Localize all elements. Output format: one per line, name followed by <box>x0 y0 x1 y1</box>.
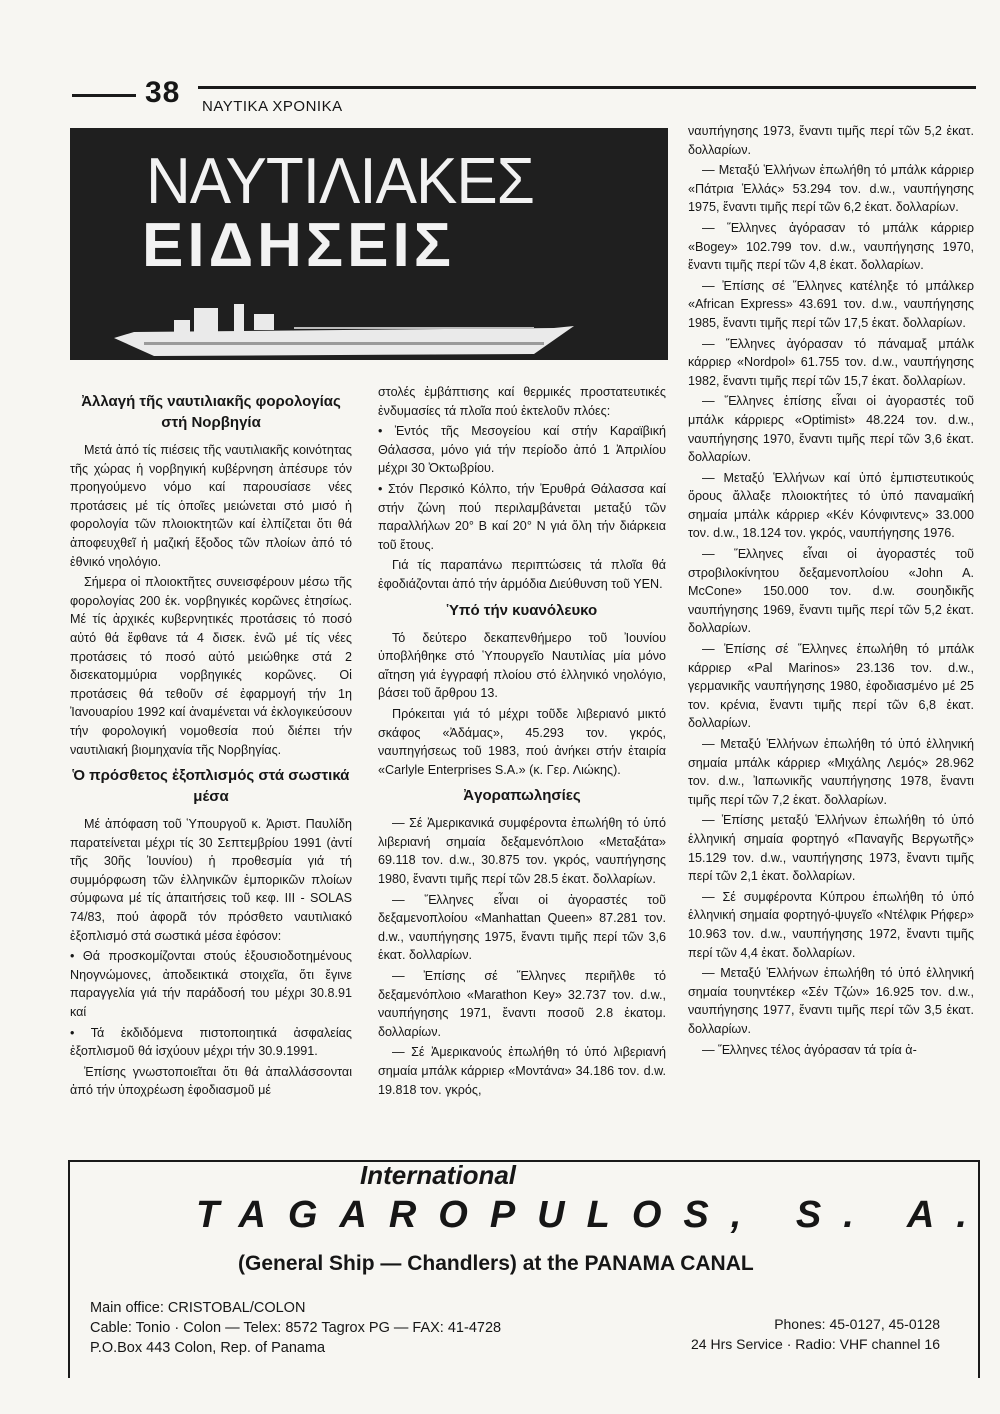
ad-tagline: (General Ship — Chandlers) at the PANAMA CANAL <box>238 1252 754 1275</box>
paragraph: — Ἕλληνες ἀγόρασαν τό μπάλκ κάρριερ «Bogey» 102.799 τον. d.w., ναυπήγησης 1970, ἔναντι τιμῆς περί τῶν 4,8 ἑκατ. δολλαρίων. <box>688 220 974 273</box>
ad-international: International <box>360 1160 517 1190</box>
paragraph: — Σέ συμφέροντα Κύπρου ἐπωλήθη τό ὑπό ἑλληνική σημαία φορτηγό-ψυγεῖο «Ντέλφικ Ρήφερ» 10.963 τον. d.w., ναυπήγησης 1972, ἔναντι τιμῆς περί τῶν 4,4 ἑκατ. δολλαρίων. <box>688 889 974 960</box>
ad-pobox: P.O.Box 443 Colon, Rep. of Panama <box>90 1340 326 1356</box>
headline-norway-tax: Ἀλλαγή τῆς ναυτιλιακῆς φορολογίας στή Νορβηγία <box>81 393 341 431</box>
paragraph: — Ἐπίσης σέ Ἕλληνες περιῆλθε τό δεξαμενόπλοιο «Marathon Key» 32.737 τον. d.w., ναυπήγησης 1971, ἔναντι ποσοῦ 2.8 ἑκατομ. δολλαρίων. <box>378 969 666 1039</box>
banner-title-line1: ΝΑΥΤΙΛΙΑΚΕΣ <box>146 145 535 218</box>
banner-title-line2: ΕΙΔΗΣΕΙΣ <box>142 211 455 280</box>
paragraph: — Ἐπίσης σέ Ἕλληνες κατέληξε τό μπάλκερ «African Express» 43.691 τον. d.w., ναυπήγησης 1985, ἔναντι τιμῆς περί τῶν 17,5 ἑκατ. δολλαρίων. <box>688 278 974 330</box>
bullet-item: • Στόν Περσικό Κόλπο, τήν Ἐρυθρά Θάλασσα καί στήν ζώνη πού περιλαμβάνεται μεταξύ τῶν παραλλήλων 20° Β καί 20° Ν γιά ὅλη τήν διάρκεια τοῦ ἔτους. <box>378 481 666 552</box>
paragraph: — Ἕλληνες τέλος ἀγόρασαν τά τρία ἀ- <box>702 1042 917 1057</box>
paragraph: — Ἕλληνες εἶναι οἱ ἀγοραστές τοῦ δεξαμενοπλοίου «Manhattan Queen» 87.281 τον. d.w., ναυπήγησης 1975, ἔναντι τιμῆς περί τῶν 3,6 ἑκατ. δολλαρίων. <box>378 892 666 963</box>
bullet-item: • Τά ἐκδιδόμενα πιστοποιητικά ἀσφαλείας ἐξοπλισμοῦ θά ἰσχύουν μέχρι τήν 30.9.1991. <box>70 1025 352 1059</box>
ad-phones: Phones: 45-0127, 45-0128 <box>774 1316 940 1332</box>
paragraph: — Μεταξύ Ἑλλήνων ἐπωλήθη τό ὑπό ἑλληνική σημαία μπάλκ κάρριερ «Μιχάλης Λεμός» 28.962 τον. d.w., Ἰαπωνικῆς ναυπήγησης 1978, ἔναντι τιμῆς περί τῶν 7,2 ἑκατ. δολλαρίων. <box>688 737 974 807</box>
column-2 <box>378 383 666 1101</box>
paragraph: — Μεταξύ Ἑλλήνων ἐπωλήθη τό μπάλκ κάρριερ «Πάτρια Ἑλλάς» 53.294 τον. d.w., ναυπήγησης 1975, ἔναντι τιμῆς περί τῶν 6,2 ἑκατ. δολλαρίων. <box>688 163 974 215</box>
paragraph: — Ἕλληνες ἀγόρασαν τό πάναμαξ μπάλκ κάρριερ «Nordpol» 61.755 τον. d.w., ναυπήγησης 1982, ἔναντι τιμῆς περί τῶν 15,7 ἑκατ. δολλαρίων. <box>688 336 974 388</box>
paragraph: Γιά τίς παραπάνω περιπτώσεις τά πλοῖα θά ἐφοδιάζονται ἀπό τήν ἁρμόδια Διεύθυνση τοῦ ΥΕΝ. <box>378 558 666 591</box>
headline-sales-purchases: Ἀγοραπωλησίες <box>463 787 581 805</box>
bullet-item: • Θά προσκομίζονται στούς ἐξουσιοδοτημένους Νηογνώμονες, ἀποδεικτικά στοιχεῖα, ὅτι ἔγινε παραγγελία γιά τήν παράδοσή του μέχρι 30.8.91 καί <box>70 949 352 1020</box>
header-rule-right <box>198 86 976 89</box>
ad-service: 24 Hrs Service · Radio: VHF channel 16 <box>691 1336 940 1352</box>
section-banner <box>70 128 668 360</box>
column-3 <box>688 122 974 1061</box>
paragraph: — Σέ Ἀμερικανούς ἐπωλήθη τό ὑπό λιβεριανή σημαία μπάλκ κάρριερ «Μοντάνα» 34.186 τον. d.w. 19.818 τον. γκρός, <box>378 1045 666 1097</box>
bullet-item: • Ἐντός τῆς Μεσογείου καί στήν Καραϊβική Θάλασσα, μόνο γιά τήν περίοδο ἀπό 1 Ἀπριλίου μέχρι 30 Ὀκτωβρίου. <box>378 424 666 476</box>
headline-lifesaving-equipment: Ὁ πρόσθετος ἐξοπλισμός στά σωστικά μέσα <box>72 767 350 806</box>
paragraph: — Μεταξύ Ἑλλήνων ἐπωλήθη τό ὑπό ἑλληνική σημαία τουηντέκερ «Σέν Τζών» 16.925 τον. d.w., ναυπήγησης 1977, ἔναντι τιμῆς περί τῶν 3,5 ἑκατ. δολλαρίων. <box>688 966 974 1036</box>
ad-contact-block <box>90 1298 501 1358</box>
paragraph: — Ἕλληνες εἶναι οἱ ἀγοραστές τοῦ στροβιλοκίνητου δεξαμενοπλοίου «John A. McCone» 150.000 τον. d.w. σουηδικῆς ναυπήγησης 1969, ἔναντι τιμῆς περί τῶν 5,2 ἑκατ. δολλαρίων. <box>688 547 974 636</box>
paragraph: Πρόκειται γιά τό μέχρι τοῦδε λιβεριανό μικτό σκάφος «Ἀδάμας», 45.293 τον. γκρός, ναυπηγήσεως τοῦ 1983, πού ἀνήκει στήν ἑταιρία «Carlyle Enterprises S.A.» (κ. Γερ. Λιώκης). <box>378 706 666 777</box>
ship-illustration <box>114 298 574 360</box>
paragraph: — Ἕλληνες ἐπίσης εἶναι οἱ ἀγοραστές τοῦ μπάλκ κάρριερς «Optimist» 48.224 τον. d.w., ναυπήγησης 1970, ἔναντι τιμῆς περί τῶν 3,6 ἑκατ. δολλαρίων. <box>688 394 974 465</box>
ad-office: Main office: CRISTOBAL/COLON <box>90 1300 306 1316</box>
paragraph: — Σέ Ἀμερικανικά συμφέροντα ἐπωλήθη τό ὑπό λιβεριανή σημαία δεξαμενόπλοιο «Μεταξάτα» 69.118 τον. d.w., 30.875 τον. γκρός, ναυπήγησης 1980, ἔναντι τιμῆς περί τῶν 28.5 ἑκατ. δολλαρίων. <box>378 816 666 887</box>
paragraph: Ἐπίσης γνωστοποιεῖται ὅτι θά ἀπαλλάσσονται ἀπό τήν ὑποχρέωση ἐφοδιασμοῦ μέ <box>70 1064 352 1098</box>
page-number: 38 <box>145 76 181 109</box>
paragraph: — Μεταξύ Ἑλλήνων καί ὑπό ἐμπιστευτικούς ὅρους ἄλλαξε πλοιοκτήτες τό ὑπό παναμαϊκή σημαία μπάλκ κάρριερ «Κέν Κόνφιντενς» 33.000 τον. d.w., 18.124 τον. γκρός, ναυπήγησης 1976. <box>688 470 974 541</box>
magazine-name: ΝΑΥΤΙΚΑ ΧΡΟΝΙΚΑ <box>202 98 343 115</box>
paragraph: Τό δεύτερο δεκαπενθήμερο τοῦ Ἰουνίου ὑποβλήθηκε στό Ὑπουργεῖο Ναυτιλίας μία μόνο αἴτηση γιά ἐγγραφή πλοίου στό ἑλληνικό νηολόγιο, βάσει τοῦ ἄρθρου 13. <box>378 630 666 701</box>
ad-phone-block <box>650 1314 940 1354</box>
ad-cable: Cable: Tonio · Colon — Telex: 8572 Tagrox PG — FAX: 41-4728 <box>90 1320 502 1336</box>
paragraph: — Ἐπίσης σέ Ἕλληνες ἐπωλήθη τό μπάλκ κάρριερ «Pal Marinos» 23.136 τον. d.w., γερμανικῆς ναυπήγησης 1980, ἐφοδιασμένο μέ 25 τον. κρένια, ἔναντι τιμῆς περί τῶν 6,8 ἑκατ. δολλαρίων. <box>688 642 974 731</box>
column-1 <box>70 385 352 1102</box>
paragraph: Μέ ἀπόφαση τοῦ Ὑπουργοῦ κ. Ἀριστ. Παυλίδη παρατείνεται μέχρι τίς 30 Σεπτεμβρίου 1991 (ἀντί τῆς 30ῆς Ἰουνίου) ἡ προθεσμία γιά τή συμμόρφωση τῶν ἑλληνικῶν ἐμπορικῶν πλοίων σύμφωνα μέ τίς ἀπαιτήσεις τοῦ κεφ. III - SOLAS 74/83, πού ἀφορᾶ τόν πρόσθετο ναυτιλιακό ἐξοπλισμό στά σωστικά μέσα ἐφόσον: <box>70 817 352 943</box>
paragraph: — Ἐπίσης μεταξύ Ἑλλήνων ἐπωλήθη τό ὑπό ἑλληνική σημαία φορτηγό «Παναγῆς Βεργωτῆς» 15.129 τον. d.w., ναυπήγησης 1973, ἔναντι τιμῆς περί τῶν 2,1 ἑκατ. δολλαρίων. <box>688 813 974 884</box>
header-rule-left <box>72 94 136 97</box>
headline-greek-flag: Ὑπό τήν κυανόλευκο <box>446 601 598 619</box>
paragraph: Σήμερα οἱ πλοιοκτῆτες συνεισφέρουν μέσω τῆς φορολογίας 200 ἑκ. νορβηγικές κορῶνες ἐτησίως. Μέ τίς ἀρχικές κυβερνητικές προτάσεις τό ποσό αὐτό θά ἔφθανε τά 4 δισεκ. ἐνῶ μέ τίς νέες προτάσεις τό ποσό αὐτό μειώθηκε στά 2 δισεκατομμύρια νορβηγικές κορῶνες. Οἱ προτάσεις θά τεθοῦν σέ ἐφαρμογή τήν 1η Ἰανουαρίου 1992 καί ἀναμένεται νά ἐκλογικεύσουν τήν φορολογική νομοθεσία πού διέπει τήν ναυτιλιακή βιομηχανία τῆς Νορβηγίας. <box>70 575 352 757</box>
paragraph: στολές ἐμβάπτισης καί θερμικές προστατευτικές ἐνδυμασίες τά πλοῖα πού ἐκτελοῦν πλόες: <box>378 385 666 418</box>
paragraph: Μετά ἀπό τίς πιέσεις τῆς ναυτιλιακῆς κοινότητας τῆς χώρας ἡ νορβηγική κυβέρνηση ἀπέσυρε τόν προηγούμενο νόμο καί παρουσίασε νέες προτάσεις μέ τίς ὁποῖες μειώνεται στό μισό ἡ φορολογία τῶν πλοιοκτητῶν καί ἐλπίζεται ὅτι θά ἀποφευχθεῖ ἡ μαζική ἔξοδος τῶν πλοίων ἀπό τό ἐθνικό νηολόγιο. <box>70 443 352 569</box>
paragraph: ναυπήγησης 1973, ἔναντι τιμῆς περί τῶν 5,2 ἑκατ. δολλαρίων. <box>688 124 974 157</box>
ad-company-name: TAGAROPULOS, S. A. <box>196 1194 989 1236</box>
